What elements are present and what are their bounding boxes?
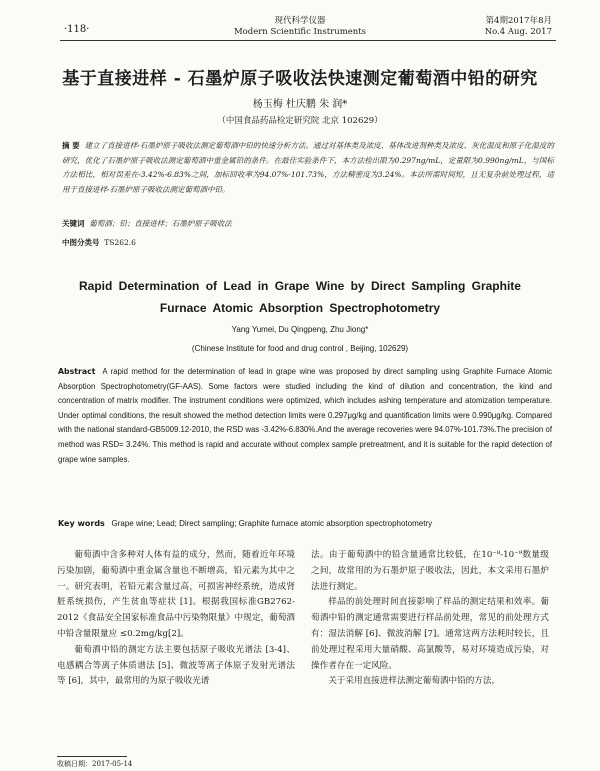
affiliation-en: (Chinese Institute for food and drug control , Beijing, 102629) (191, 344, 409, 353)
abstract-cn-label: 摘 要 (62, 141, 80, 150)
page-number: ·118· (64, 24, 90, 35)
body-paragraph: 法。由于葡萄酒中的铅含量通常比较低，在10⁻⁸-10⁻⁹数量级之间，故常用的为石墨炉原子吸收法，因此，本文采用石墨炉法进行测定。 (311, 550, 549, 592)
body-column-right (311, 548, 549, 690)
header-rule (60, 40, 556, 41)
abstract-en (58, 365, 552, 467)
paper-title-cn: 基于直接进样 - 石墨炉原子吸收法快速测定葡萄酒中铅的研究 (62, 69, 538, 89)
keywords-en-label: Key words (58, 519, 105, 528)
authors-cn: 杨玉梅 杜庆鹏 朱 润* (252, 99, 348, 110)
footnote-rule (57, 756, 127, 757)
body-paragraph: 葡萄酒中铅的测定方法主要包括原子吸收光谱法 [3-4]、电感耦合等离子体质谱法 [5]、微波等离子体原子发射光谱法等 [6]，其中，最常用的为原子吸收光谱 (57, 644, 295, 687)
authors-en: Yang Yumei, Du Qingpeng, Zhu Jiong* (231, 325, 369, 334)
abstract-en-text: A rapid method for the determination of lead in grape wine was proposed by direct sampling using Graphite Furnace Atomic Absorption Spectrophotometry(GF-AAS). Some factors were studied including the kind of dilution and concentration, the kind and concentration of matrix modifier. The instrument conditions were optimized, which includes ashing temperature and atomization temperature. Under optimal conditions, the result showed the method detection limits were 0.297μg/kg and quantification limits were 0.990μg/kg. Compared with the national standard-GB5009.12-2010, the RSD was -3.42%-6.830%.And the average recoveries were 94.07%-101.73%.The precision of method was RSD= 3.24%. This method is rapid and accurate without complex sample pretreatment, and it is suitable for the rapid detection of grape wine samples. (58, 367, 552, 464)
body-paragraph: 样品的前处理时间直接影响了样品的测定结果和效率。葡萄酒中铅的测定通常需要进行样品前处理，常见的前处理方式有：湿法消解 [6]、微波消解 [7]。通常这两方法耗时较长，且前处理过程采用大量硝酸、高氯酸等，易对环境造成污染，对操作者存在一定风险。 (311, 597, 549, 671)
paper-title-en-line1: Rapid Determination of Lead in Grape Wine by Direct Sampling Graphite (79, 279, 521, 293)
body-column-left (57, 548, 295, 690)
keywords-en (58, 519, 552, 528)
issue-info (485, 16, 552, 38)
abstract-en-label: Abstract (58, 367, 96, 376)
received-date: 收稿日期：2017-05-14 (57, 760, 133, 768)
keywords-en-text: Grape wine; Lead; Direct sampling; Graphite furnace atomic absorption spectrophotometry (111, 519, 433, 528)
abstract-cn (62, 139, 554, 197)
abstract-cn-text: 建立了直接进样-石墨炉原子吸收法测定葡萄酒中铅的快速分析方法。通过对基体类及浓度、基体改进剂种类及浓度、灰化温度和原子化温度的研究，优化了石墨炉原子吸收法测定葡萄酒中重金属铅的条件。在最佳实验条件下，本方法检出限为0.297ng/mL，定量限为0.990ng/mL，与国标方法相比，相对误差在-3.42%-6.83%之间，加标回收率为94.07%-101.73%，方法精密度为3.24%。本法所需时间短，且无复杂前处理过程，适用于直接进样-石墨炉原子吸收法测定葡萄酒中铅。 (62, 141, 555, 194)
journal-name-en: Modern Scientific Instruments (233, 27, 367, 37)
keywords-cn (62, 218, 554, 229)
body-paragraph: 葡萄酒中含多种对人体有益的成分，然而，随着近年环境污染加剧，葡萄酒中重金属含量也不断增高，铅元素为其中之一。研究表明，若铅元素含量过高，可损害神经系统，造成肾脏系统损伤，产生贫血等症状 [1]。根据我国标准GB2762-2012《食品安全国家标准食品中污染物限量》中规定，葡萄酒中铅含量限量应 ≤0.2mg/kg[2]。 (57, 550, 295, 639)
affiliation-cn: （中国食品药品检定研究院 北京 102629） (217, 116, 383, 126)
paper-title-en (58, 275, 542, 319)
clc-number (62, 237, 136, 248)
clc-label: 中图分类号 (62, 238, 100, 247)
issue-cn: 第4期2017年8月 (485, 16, 552, 26)
clc-value: TS262.6 (104, 238, 136, 247)
body-paragraph: 关于采用直接进样法测定葡萄酒中铅的方法， (328, 676, 501, 687)
keywords-cn-text: 葡萄酒；铅；直接进样；石墨炉原子吸收法 (89, 219, 232, 228)
issue-en: No.4 Aug. 2017 (484, 27, 552, 37)
paper-title-en-line2: Furnace Atomic Absorption Spectrophotometry (159, 301, 441, 315)
journal-name-cn: 现代科学仪器 (274, 16, 326, 26)
keywords-cn-label: 关键词 (62, 219, 85, 228)
